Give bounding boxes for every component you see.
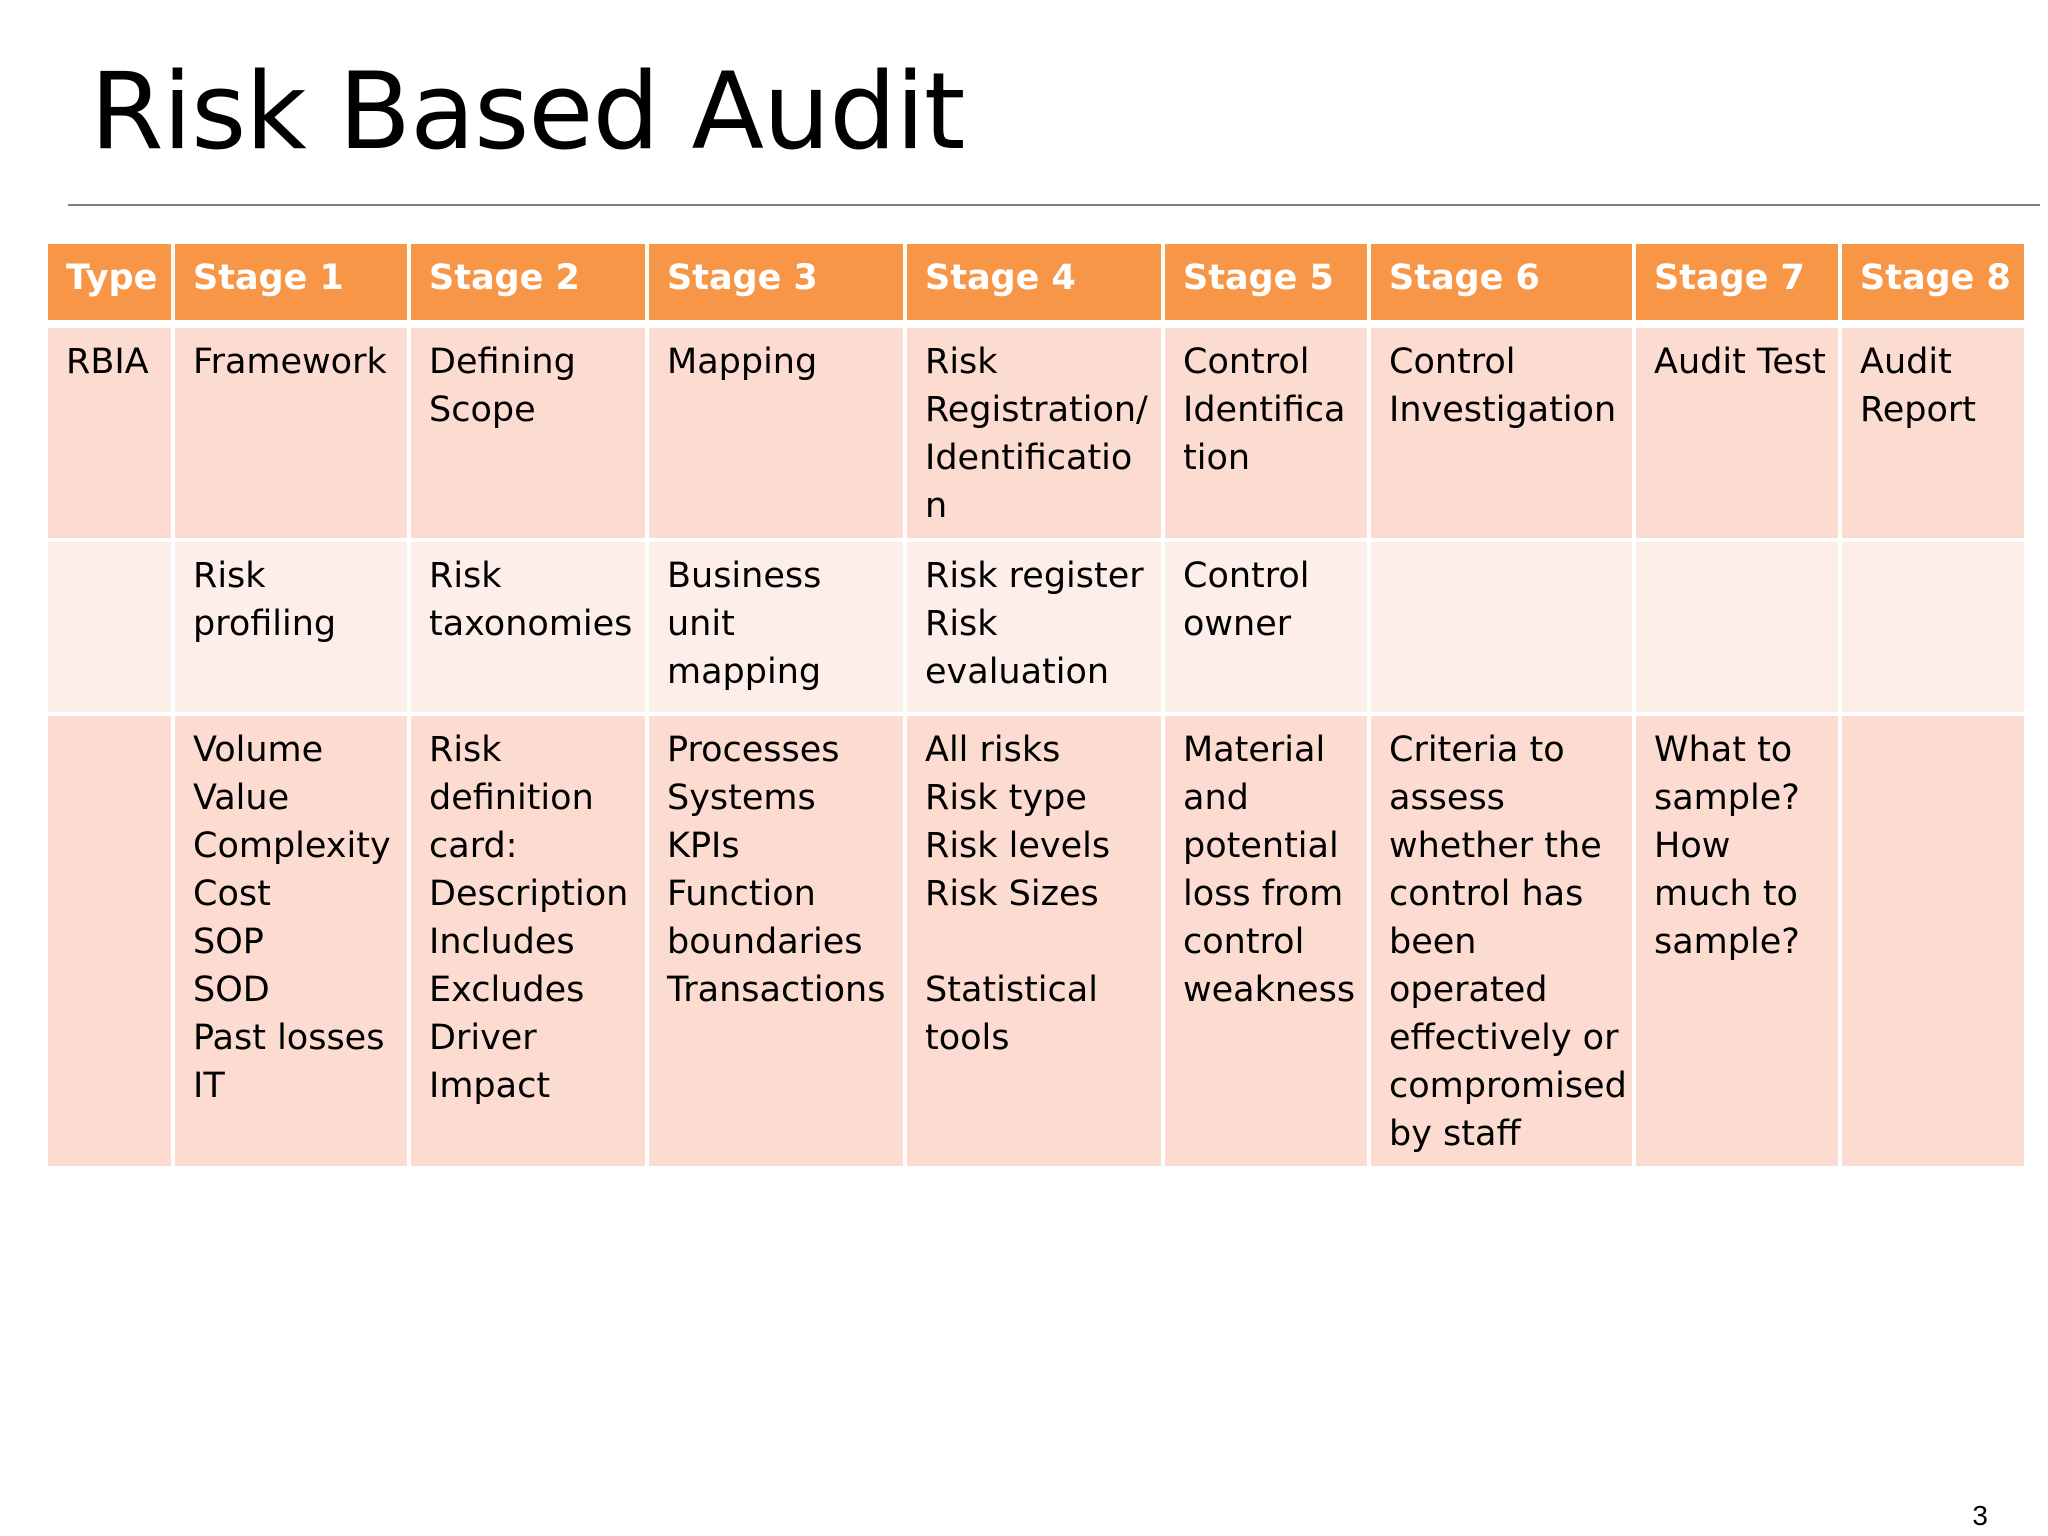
header-type: Type: [46, 242, 173, 324]
table-cell: Material and potential loss from control weakness: [1163, 714, 1369, 1168]
table-cell: Defining Scope: [409, 324, 647, 540]
table-cell: Risk taxonomies: [409, 540, 647, 714]
table-cell-type: [46, 540, 173, 714]
table-cell: Criteria to assess whether the control has been operated effectively or compromised by staff: [1369, 714, 1634, 1168]
table-cell-type: RBIA: [46, 324, 173, 540]
table-cell: [1369, 540, 1634, 714]
table-cell: Control Investigation: [1369, 324, 1634, 540]
table-cell: Audit Report: [1840, 324, 2026, 540]
table-header-row: [46, 242, 2026, 324]
table-cell: Risk register Risk evaluation: [905, 540, 1163, 714]
table-row: [46, 714, 2026, 1168]
table-row: [46, 324, 2026, 540]
header-stage-8: Stage 8: [1840, 242, 2026, 324]
table-cell: All risks Risk type Risk levels Risk Sizes Statistical tools: [905, 714, 1163, 1168]
table-cell: Framework: [173, 324, 409, 540]
table-cell: [1840, 540, 2026, 714]
header-stage-1: Stage 1: [173, 242, 409, 324]
table-cell: Audit Test: [1634, 324, 1840, 540]
table-cell: Risk profiling: [173, 540, 409, 714]
slide-title: Risk Based Audit: [90, 50, 965, 173]
title-divider: [68, 204, 2040, 206]
table-cell: [1634, 540, 1840, 714]
header-stage-4: Stage 4: [905, 242, 1163, 324]
table-cell: Control Identifica tion: [1163, 324, 1369, 540]
table-cell: Control owner: [1163, 540, 1369, 714]
table-row: [46, 540, 2026, 714]
table-cell: Processes Systems KPIs Function boundaries Transactions: [647, 714, 905, 1168]
header-stage-6: Stage 6: [1369, 242, 1634, 324]
table-cell-type: [46, 714, 173, 1168]
table-cell: Mapping: [647, 324, 905, 540]
page-number: 3: [1972, 1500, 1988, 1531]
risk-audit-stage-table: [44, 240, 2028, 1170]
table-cell: Volume Value Complexity Cost SOP SOD Past losses IT: [173, 714, 409, 1168]
header-stage-5: Stage 5: [1163, 242, 1369, 324]
header-stage-7: Stage 7: [1634, 242, 1840, 324]
header-stage-3: Stage 3: [647, 242, 905, 324]
table-cell: What to sample? How much to sample?: [1634, 714, 1840, 1168]
table-cell: Risk Registration/ Identificatio n: [905, 324, 1163, 540]
table-cell: Risk definition card: Description Includes Excludes Driver Impact: [409, 714, 647, 1168]
table-cell: Business unit mapping: [647, 540, 905, 714]
table-cell: [1840, 714, 2026, 1168]
header-stage-2: Stage 2: [409, 242, 647, 324]
